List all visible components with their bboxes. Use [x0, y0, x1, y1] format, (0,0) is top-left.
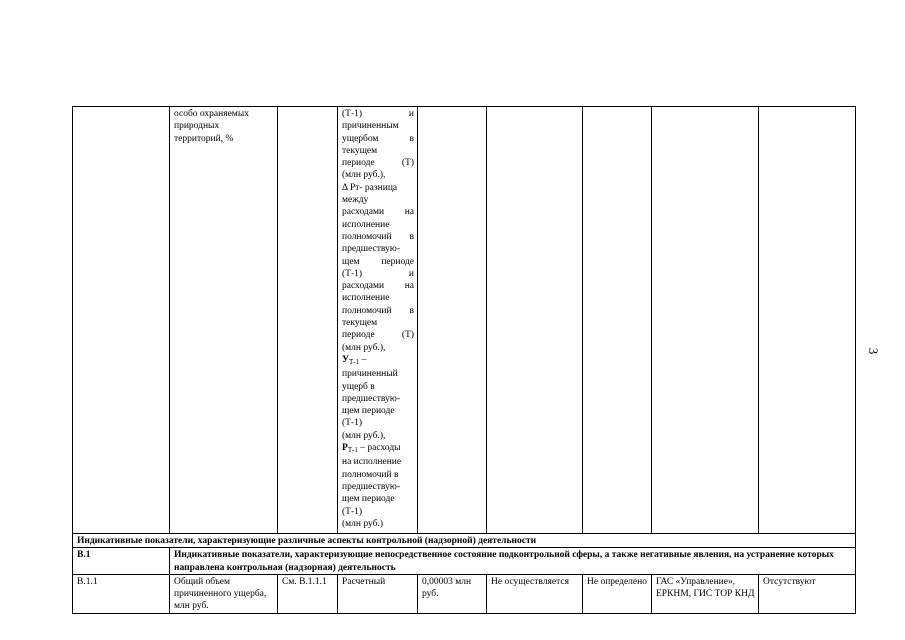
formula-line: между — [342, 195, 369, 206]
formula-line: щем периоде — [342, 494, 395, 505]
formula-line: причиненным — [342, 121, 399, 132]
item-value: 0,00003 млн руб. — [418, 574, 487, 613]
formula-word: (Т-1) — [342, 109, 363, 119]
cell-code-empty — [73, 107, 170, 534]
formula-line — [342, 280, 414, 292]
formula-line: полномочий в — [342, 469, 399, 480]
formula-word: щем — [342, 256, 360, 267]
item-method: Расчетный — [338, 574, 418, 613]
formula-symbol: Р — [342, 443, 348, 454]
formula-line: текущем — [342, 318, 378, 329]
item-name: Общий объем причиненного ущерба, млн руб. — [170, 574, 278, 613]
indicators-table — [72, 106, 856, 614]
formula-word: и — [408, 109, 414, 119]
name-line: особо охраняемых — [174, 109, 249, 119]
formula-word: периоде — [342, 158, 375, 169]
formula-word: периоде — [381, 256, 414, 267]
page-number: 3 — [866, 347, 881, 355]
formula-word: полномочий — [342, 305, 392, 316]
cell-empty — [759, 107, 856, 534]
formula-line — [342, 231, 414, 243]
formula-line: ущерб в — [342, 381, 375, 392]
item-code: В.1.1 — [73, 574, 170, 613]
formula-word: в — [409, 133, 414, 144]
cell-source-empty — [652, 107, 759, 534]
formula-symbol: У — [342, 354, 349, 365]
formula-rest: – расходы — [357, 443, 401, 454]
formula-line: (Т-1) — [342, 418, 363, 429]
formula-word: и — [408, 268, 414, 279]
formula-word: полномочий — [342, 231, 392, 242]
formula-word: (Т) — [401, 158, 414, 169]
formula-line — [342, 354, 414, 368]
formula-word: расходами — [342, 207, 385, 218]
formula-word: на — [404, 207, 414, 218]
formula-line — [342, 442, 414, 456]
cell-indicator-name — [170, 107, 278, 534]
formula-line: предшествую- — [342, 244, 401, 255]
formula-line — [342, 256, 414, 268]
cell-formula — [338, 107, 418, 534]
group-title: Индикативные показатели, характеризующие непосредственное состояние подконтрольной сферы, а также негативные явления, на устранение которых направлена контрольная (надзорная) деятельность — [170, 548, 856, 575]
formula-line: (млн руб.), — [342, 342, 386, 353]
cell-empty — [583, 107, 652, 534]
formula-line: (Т-1) — [342, 506, 363, 517]
formula-line — [342, 108, 414, 120]
formula-word: расходами — [342, 281, 385, 292]
cell-value-empty — [418, 107, 487, 534]
formula-word: (Т-1) — [342, 268, 363, 279]
formula-line — [342, 329, 414, 341]
name-line: природных — [174, 121, 220, 132]
formula-line: щем периоде — [342, 406, 395, 417]
formula-line: причиненный — [342, 369, 398, 380]
item-source: ГАС «Управление», ЕРКНМ, ГИС ТОР КНД — [652, 574, 759, 613]
formula-word: на — [404, 281, 414, 292]
formula-line: предшествую- — [342, 393, 401, 404]
section-row — [73, 534, 856, 548]
formula-line: (млн руб.), — [342, 430, 386, 441]
formula-line: текущем — [342, 145, 378, 156]
formula-line: на исполнение — [342, 457, 402, 468]
formula-line — [342, 206, 414, 218]
continued-row — [73, 107, 856, 534]
formula-line: исполнение — [342, 293, 390, 304]
section-title: Индикативные показатели, характеризующие различные аспекты контрольной (надзорной) деятельности — [73, 534, 856, 548]
item-col9: Отсутствуют — [759, 574, 856, 613]
formula-line: (млн руб.) — [342, 518, 383, 529]
formula-word: периоде — [342, 330, 375, 341]
group-row — [73, 548, 856, 575]
item-row — [73, 574, 856, 613]
item-ref: См. В.1.1.1 — [278, 574, 338, 613]
formula-word: ущербом — [342, 133, 379, 144]
formula-word: в — [409, 305, 414, 316]
formula-line: Δ Рт- разница — [342, 182, 398, 193]
name-line: территорий, % — [174, 133, 234, 144]
formula-line: предшествую- — [342, 481, 401, 492]
formula-line: исполнение — [342, 219, 390, 230]
item-col7: Не определено — [583, 574, 652, 613]
formula-line — [342, 268, 414, 280]
cell-ref-empty — [278, 107, 338, 534]
formula-line — [342, 133, 414, 145]
formula-line: (млн руб.), — [342, 170, 386, 181]
group-code: В.1 — [73, 548, 170, 575]
formula-word: (Т) — [401, 330, 414, 341]
formula-subscript: Т-1 — [348, 357, 360, 366]
formula-line — [342, 305, 414, 317]
cell-empty — [487, 107, 583, 534]
formula-line — [342, 157, 414, 169]
formula-subscript: Т-1 — [347, 446, 358, 455]
formula-rest: – — [359, 354, 367, 365]
item-col6: Не осуществляется — [487, 574, 583, 613]
formula-word: в — [409, 231, 414, 242]
